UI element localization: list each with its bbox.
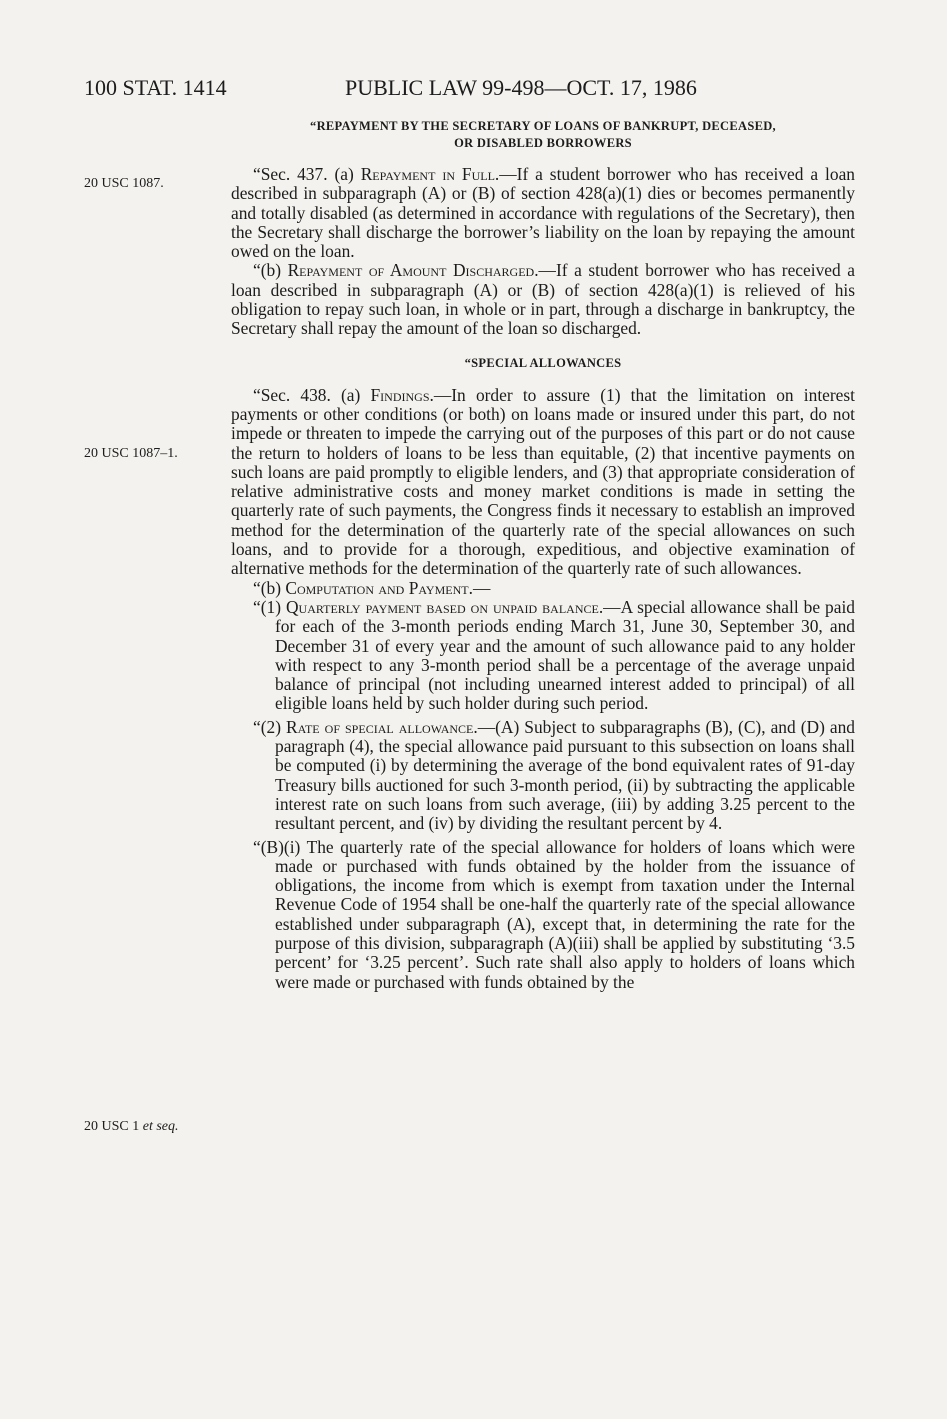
paragraph-sec438-b2 xyxy=(231,718,855,834)
sec438-a-title: Findings. xyxy=(370,384,434,405)
sec437-a-num: 437. (a) xyxy=(290,164,361,184)
sec437-a-sec: “Sec. xyxy=(253,164,291,184)
section-heading-special-allowances: “SPECIAL ALLOWANCES xyxy=(464,355,622,370)
public-law-title: PUBLIC LAW 99-498—OCT. 17, 1986 xyxy=(345,75,697,100)
paragraph-sec438-b xyxy=(231,579,855,598)
margin-citation-code1954-italic: et seq. xyxy=(142,1119,179,1134)
paragraph-sec437-b xyxy=(231,261,855,338)
body-column xyxy=(231,118,855,992)
sec437-b-prefix: “(b) xyxy=(253,260,288,281)
sec438-a-sec: “Sec. xyxy=(253,384,291,405)
sec438-a-text: —In order to assure (1) that the limitation on interest payments or other conditions (or both) on loans made or insured under this part, do not impede or threaten to impede the carrying out of the purposes of this part or do not cause the return to holders of loans to be less than equitable, (2) that incentive payments on such loans are paid promptly to eligible lenders, and (3) that appropriate consideration of relative administrative costs and money market conditions is made in setting the quarterly rate of such payments, the Congress finds it necessary to establish an improved method for the determination of the quarterly rate of the special allowances on such loans, and to provide for a thorough, expeditious, and objective examination of alternative methods for the determination of the quarterly rate of such allowances. xyxy=(231,384,855,579)
sec437-b-text: —If a student borrower who has received a loan described in subparagraph (A) or (B) of section 428(a)(1) is relieved of his obligation to repay such loan, in whole or in part, through a discharge in bankruptcy, the Secretary shall repay the amount of the loan so discharged. xyxy=(231,260,855,339)
b1-text: —A special allowance shall be paid for each of the 3-month periods ending March 31, June 30, September 30, and December 31 of every year and the amount of such allowance paid to any holder with respect to any 3-month period shall be a percentage of the average unpaid balance of principal (not including unearned interest added to principal) of all eligible loans held by such holder during such period. xyxy=(275,596,855,714)
margin-citation-code1954-prefix: 20 USC 1 xyxy=(84,1119,140,1134)
b2-prefix: “(2) xyxy=(253,716,287,737)
margin-citation-code1954 xyxy=(84,1119,179,1135)
paragraph-sec438-a xyxy=(231,386,855,579)
heading-repayment-line1: “REPAYMENT BY THE SECRETARY OF LOANS OF BANKRUPT, DECEASED, xyxy=(310,119,776,133)
sec438-b-prefix: “(b) xyxy=(253,577,286,598)
sec437-b-title: Repayment of Amount Discharged. xyxy=(287,260,539,281)
heading-repayment-line2: OR DISABLED BORROWERS xyxy=(454,136,632,150)
margin-citation-sec438: 20 USC 1087–1. xyxy=(84,446,178,461)
sec437-a-text: —If a student borrower who has received a loan described in subparagraph (A) or (B) of section 428(a)(1) dies or becomes permanently and totally disabled (as determined in accordance with regulations of the Secretary), then the Secretary shall discharge the borrower’s liability on the loan by repaying the amount owed on the loan. xyxy=(231,164,855,262)
paragraph-sec437-a xyxy=(231,165,855,261)
statute-page-number: 100 STAT. 1414 xyxy=(84,75,227,100)
margin-citation-sec437: 20 USC 1087. xyxy=(84,176,164,191)
sec438-a-num: 438. (a) xyxy=(290,384,371,405)
b2-title: Rate of special allowance. xyxy=(286,716,478,737)
b1-prefix: “(1) xyxy=(253,596,286,617)
section-heading-repayment xyxy=(231,118,855,152)
sec438-b-dash: — xyxy=(472,577,491,598)
sec437-a-title: Repayment in Full. xyxy=(360,164,500,184)
sec438-b-title: Computation and Payment. xyxy=(285,577,473,598)
b2-text: —(A) Subject to subparagraphs (B), (C), and (D) and paragraph (4), the special allowance paid pursuant to this subsection on loans shall be computed (i) by determining the average of the bond equivalent rates of 91-day Treasury bills auctioned for such 3-month period, (ii) by subtracting the applicable interest rate on such loans from such average, (iii) by adding 3.25 percent to the resultant percent, and (iv) by dividing the resultant percent by 4. xyxy=(275,716,855,834)
paragraph-sec438-b2-Bi: “(B)(i) The quarterly rate of the special allowance for holders of loans which were made or purchased with funds obtained by the holder from the issuance of obligations, the income from which is exempt from taxation under the Internal Revenue Code of 1954 shall be one-half the quarterly rate of the special allowance established under subparagraph (A), except that, in determining the rate for the purpose of this division, subparagraph (A)(iii) shall be applied by substituting ‘3.5 percent’ for ‘3.25 percent’. Such rate shall also apply to holders of loans which were made or purchased with funds obtained by the xyxy=(253,836,855,992)
b1-title: Quarterly payment based on unpaid balance. xyxy=(285,596,604,617)
paragraph-sec438-b1 xyxy=(231,598,855,714)
